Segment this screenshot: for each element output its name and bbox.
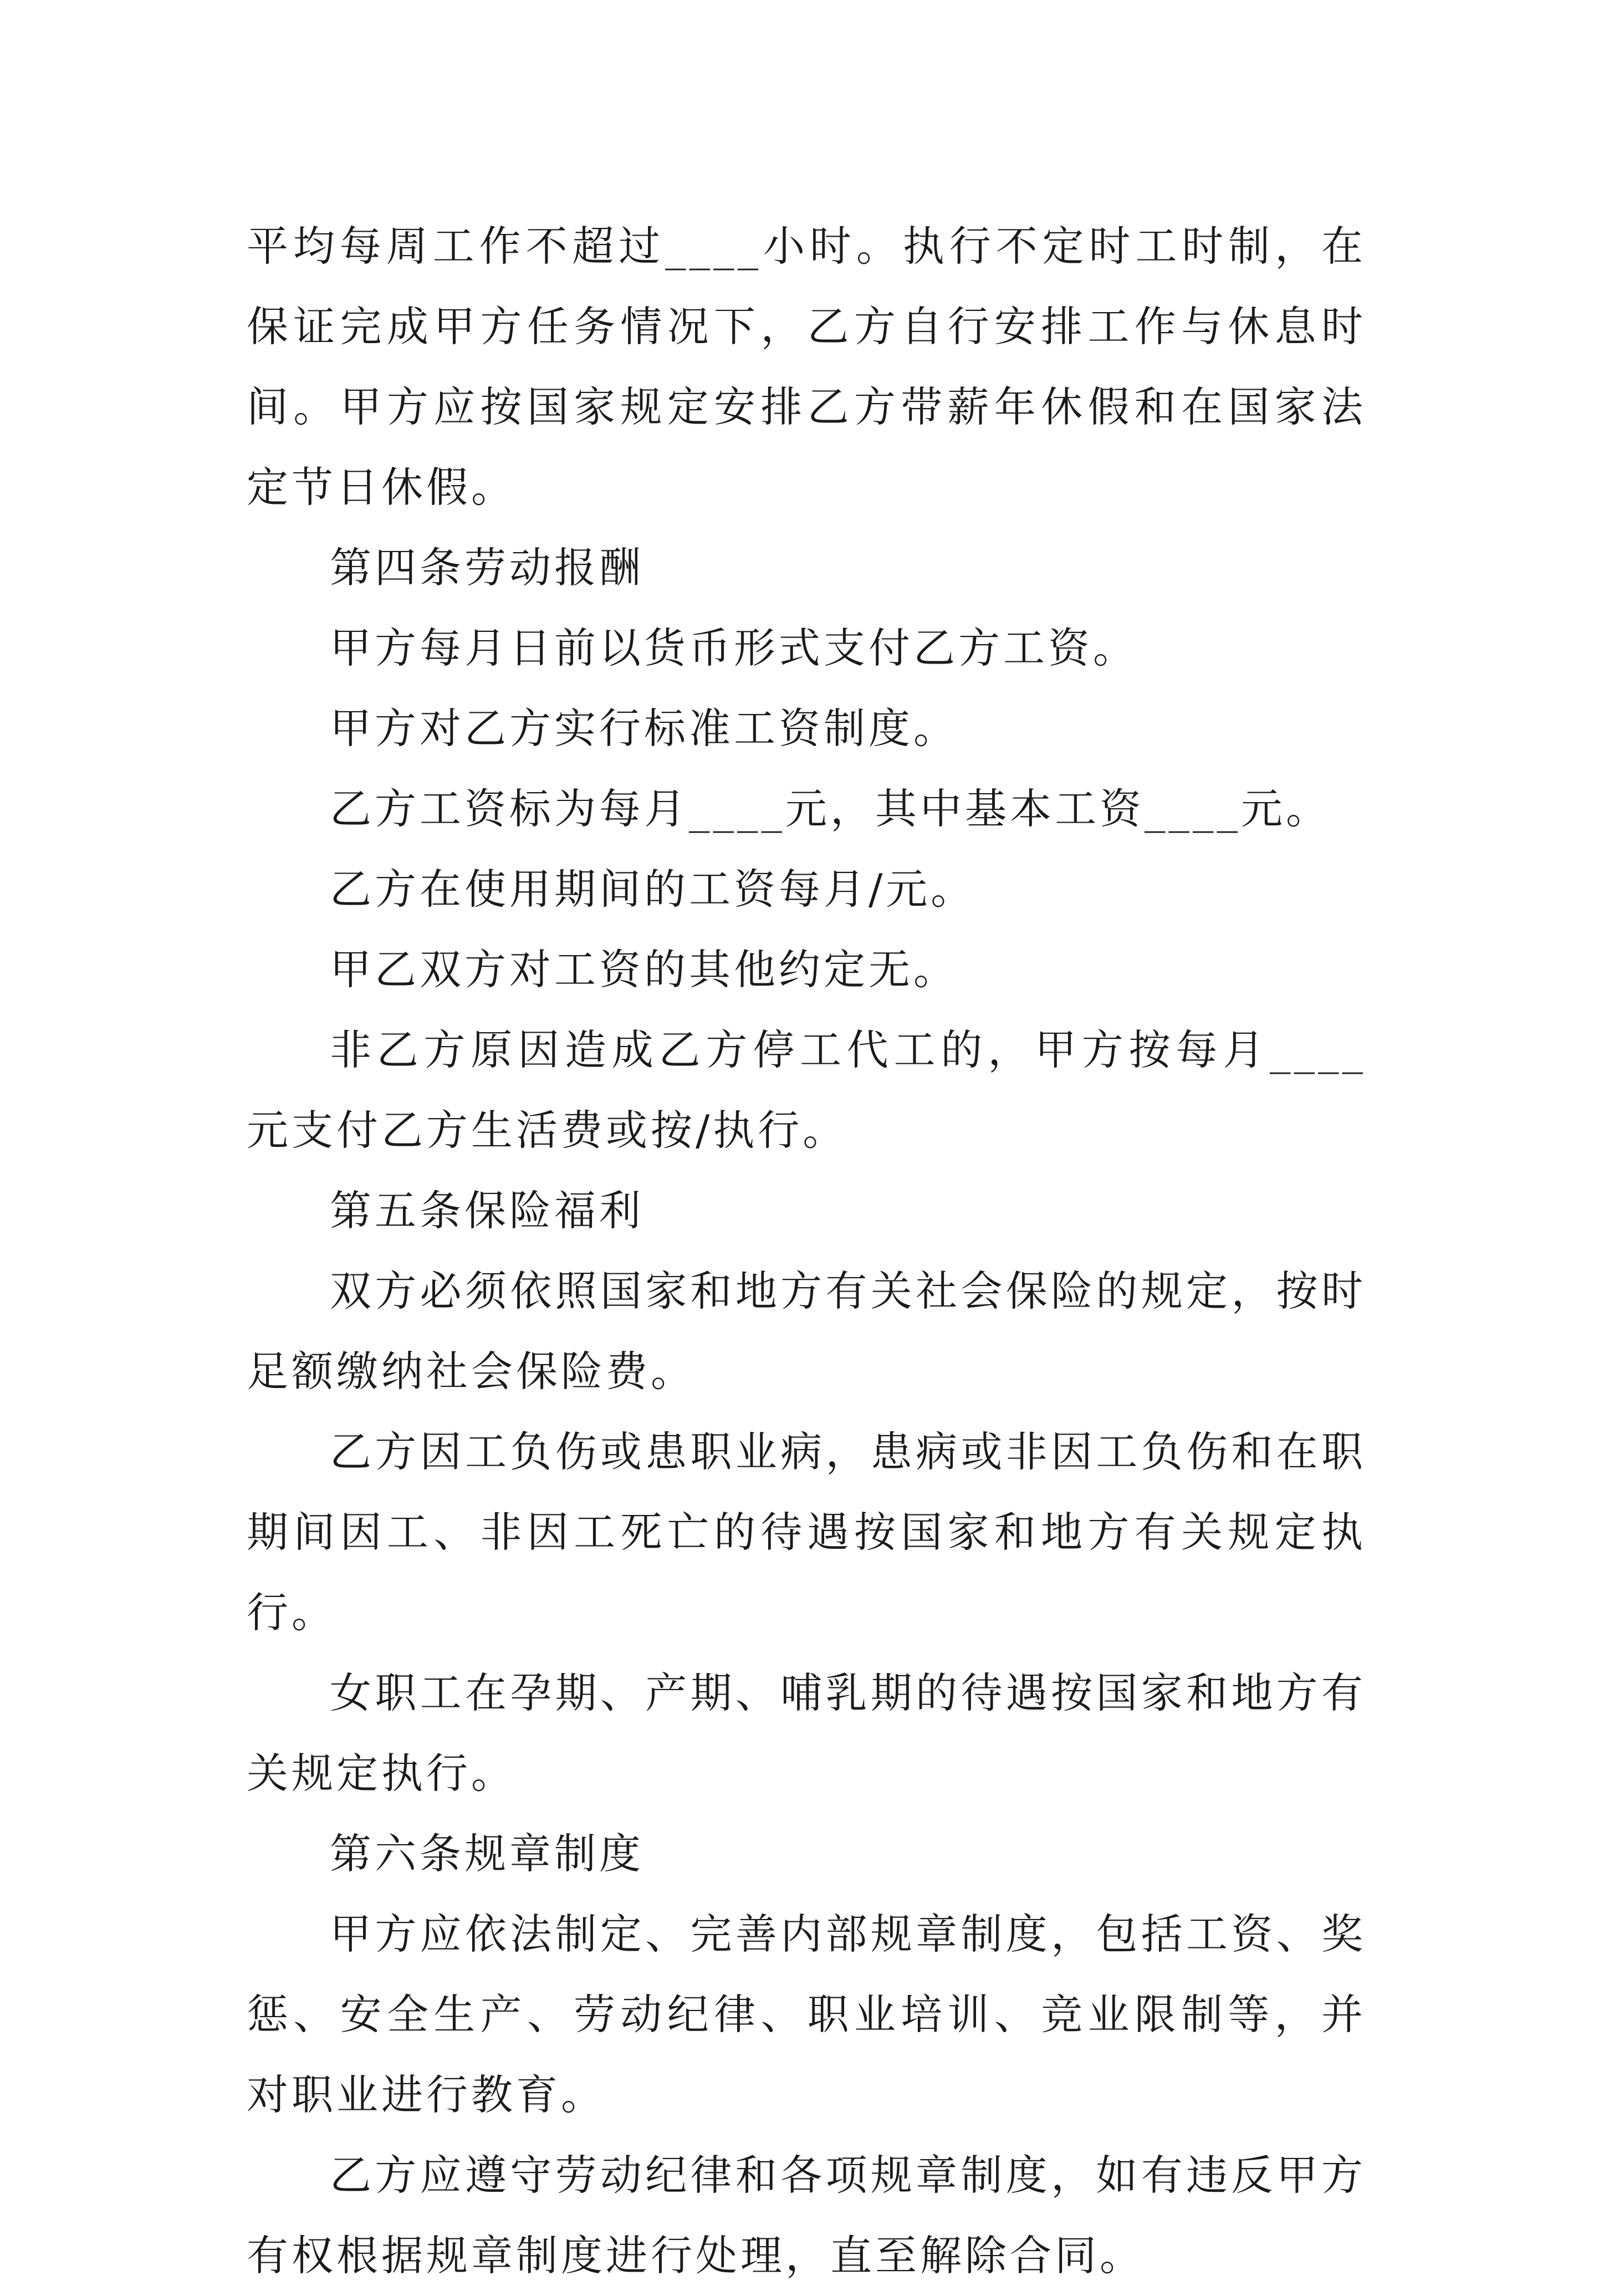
paragraph-wage-system: 甲方对乙方实行标准工资制度。 xyxy=(330,704,959,753)
heading-article-6: 第六条规章制度 xyxy=(330,1829,645,1878)
paragraph-probation-wage: 乙方在使用期间的工资每月/元。 xyxy=(330,865,976,914)
paragraph-other-wage: 甲乙双方对工资的其他约定无。 xyxy=(330,945,959,994)
paragraph-discipline: 乙方应遵守劳动纪律和各项规章制度，如有违反甲方有权根据规章制度进行处理，直至解除合同。 xyxy=(247,2151,1366,2280)
paragraph-working-hours: 平均每周工作不超过____小时。执行不定时工时制，在保证完成甲方任务情况下，乙方自行安排工作与休息时间。甲方应按国家规定安排乙方带薪年休假和在国家法定节日休假。 xyxy=(247,222,1366,512)
paragraph-female-workers: 女职工在孕期、产期、哺乳期的待遇按国家和地方有关规定执行。 xyxy=(247,1669,1366,1798)
document-body xyxy=(247,206,1366,2296)
paragraph-wage-standard: 乙方工资标为每月____元，其中基本工资____元。 xyxy=(330,784,1331,833)
paragraph-internal-rules: 甲方应依法制定、完善内部规章制度，包括工资、奖惩、安全生产、劳动纪律、职业培训、竞业限制等，并对职业进行教育。 xyxy=(247,1910,1366,2119)
paragraph-work-injury: 乙方因工负伤或患职业病，患病或非因工负伤和在职期间因工、非因工死亡的待遇按国家和地方有关规定执行。 xyxy=(247,1427,1366,1637)
paragraph-social-insurance: 双方必须依照国家和地方有关社会保险的规定，按时足额缴纳社会保险费。 xyxy=(247,1267,1366,1396)
paragraph-pay-date: 甲方每月日前以货币形式支付乙方工资。 xyxy=(330,624,1138,672)
heading-article-4: 第四条劳动报酬 xyxy=(330,543,645,592)
heading-article-5: 第五条保险福利 xyxy=(330,1186,645,1235)
paragraph-work-stoppage: 非乙方原因造成乙方停工代工的，甲方按每月____元支付乙方生活费或按/执行。 xyxy=(247,1025,1366,1155)
